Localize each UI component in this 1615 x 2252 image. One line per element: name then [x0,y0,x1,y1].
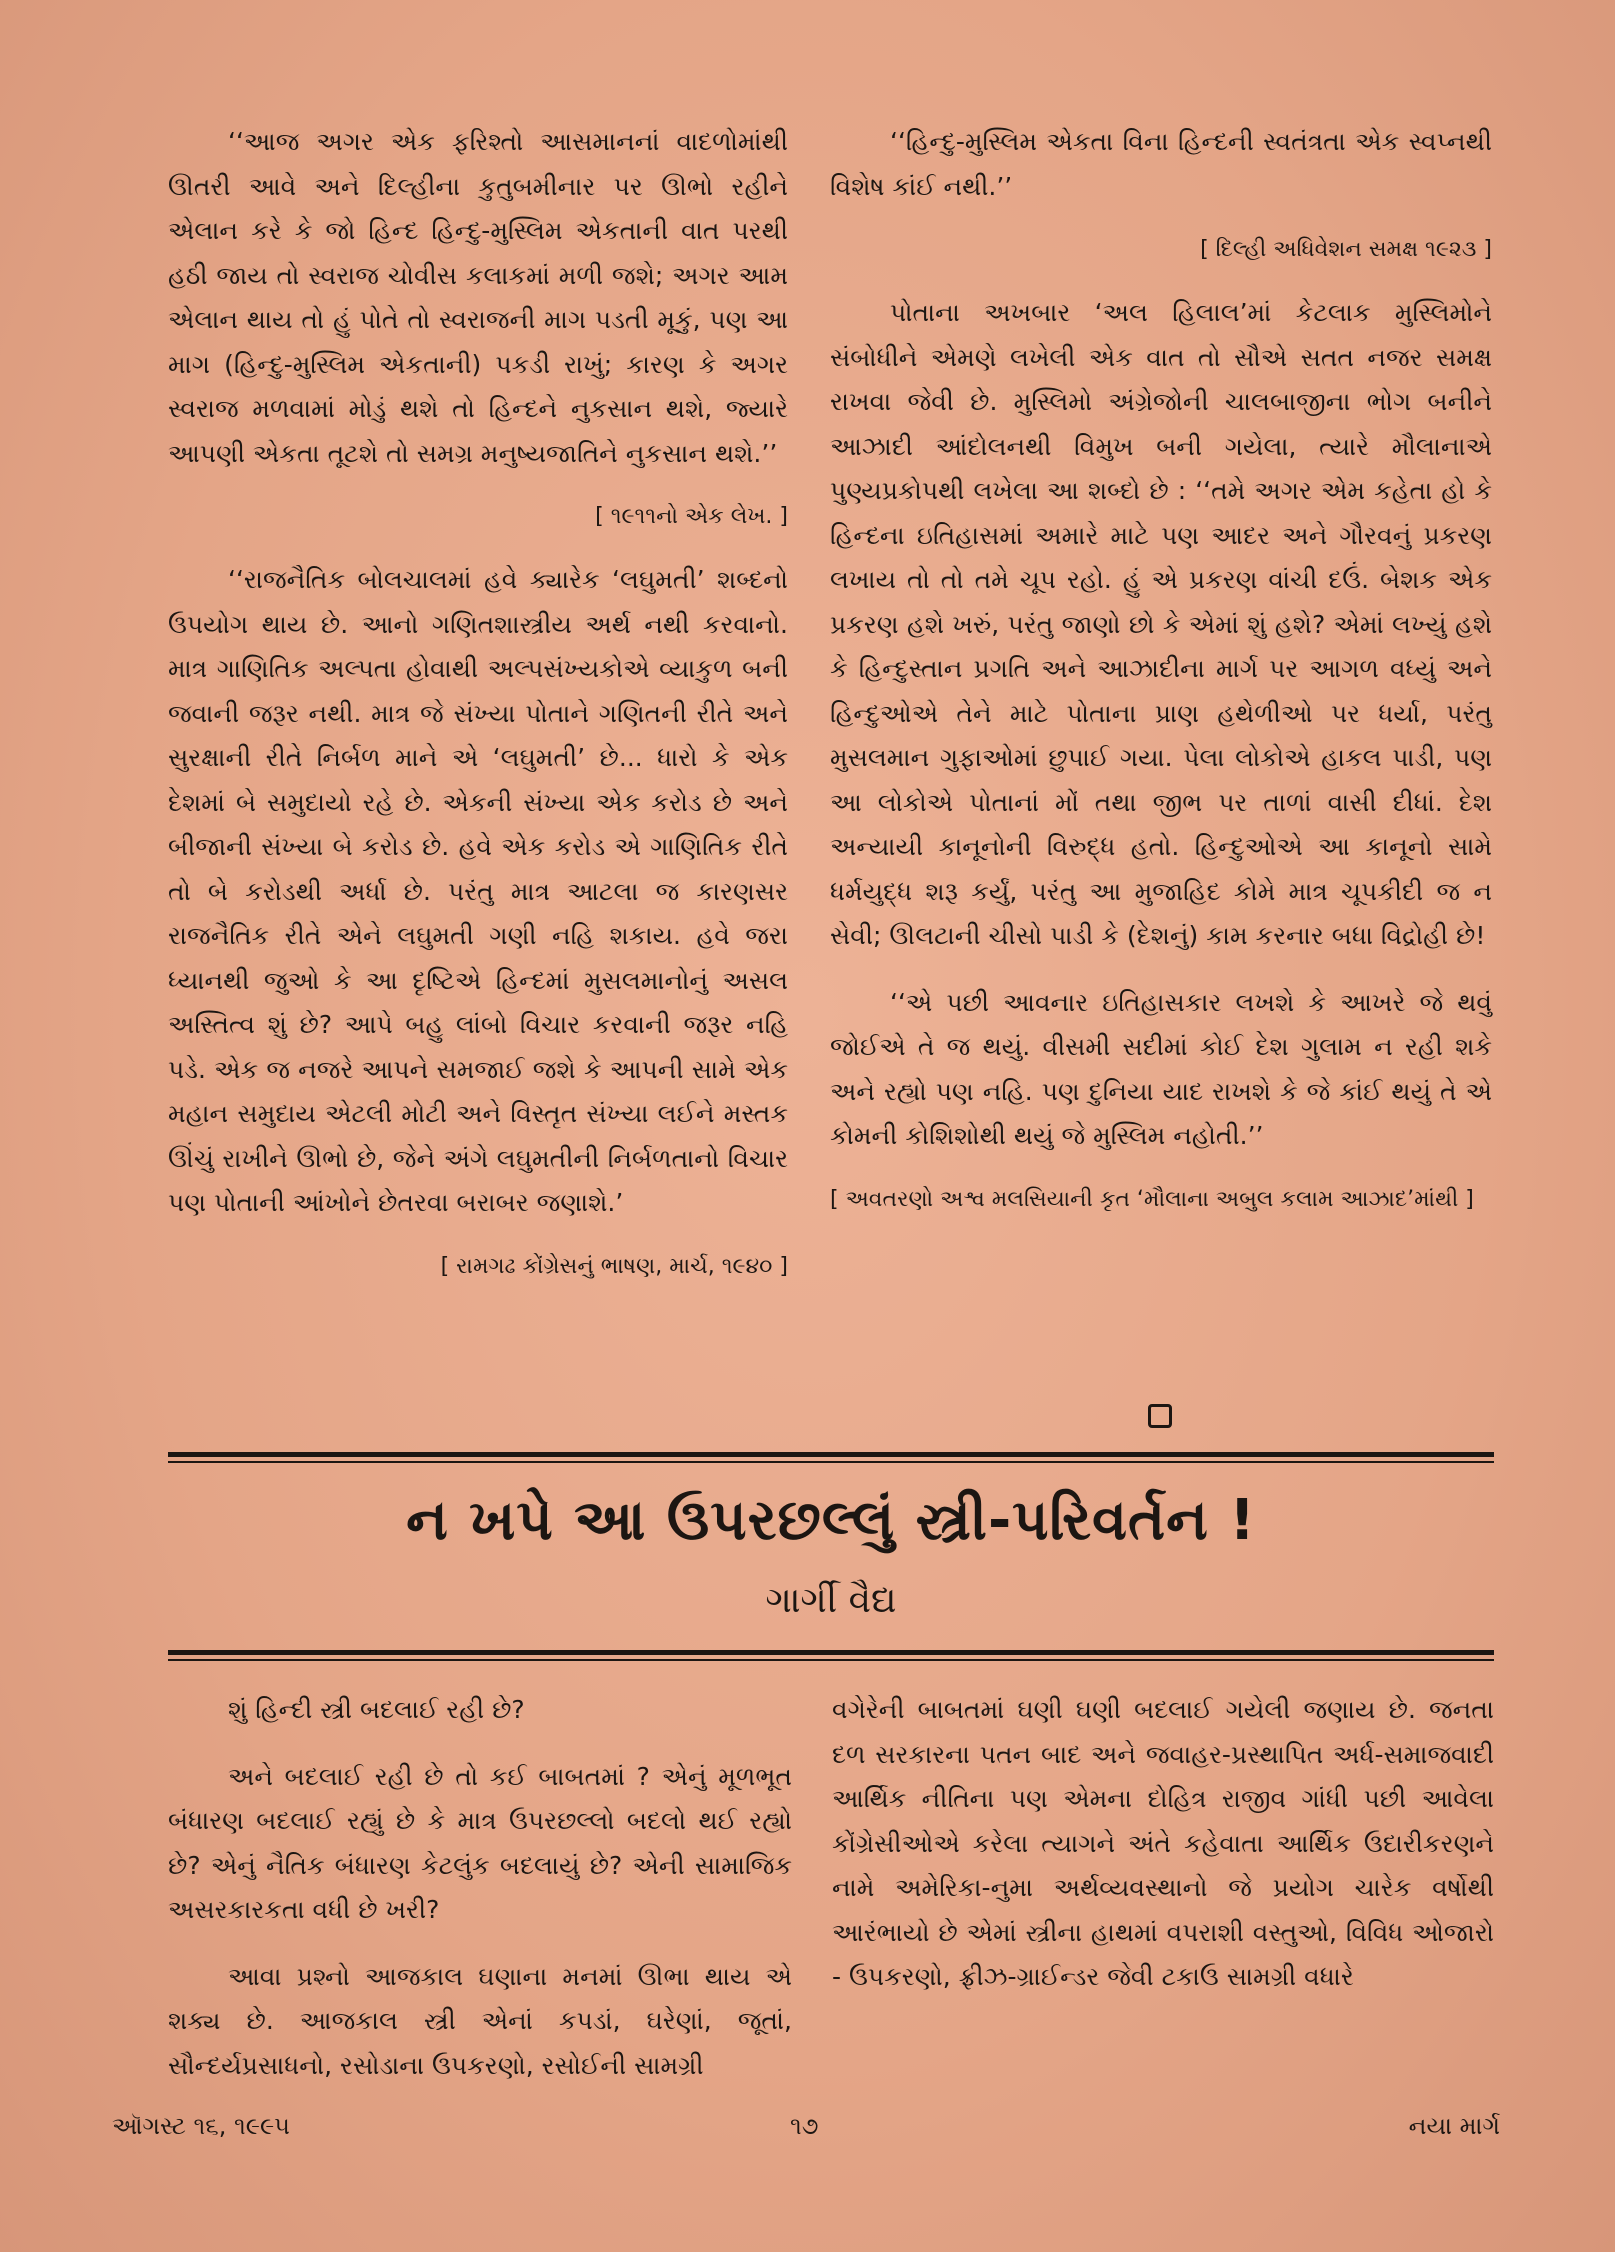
body-paragraph: પોતાના અખબાર ‘અલ હિલાલ’માં કેટલાક મુસ્લિમોને સંબોધીને એમણે લખેલી એક વાત તો સૌએ સતત નજર સમક્ષ રાખવા જેવી છે. મુસ્લિમો અંગ્રેજોની ચાલબાજીના ભોગ બનીને આઝાદી આંદોલનથી વિમુખ બની ગયેલા, ત્યારે મૌલાનાએ પુણ્યપ્રકોપથી લખેલા આ શબ્દો છે : ‘‘તમે અગર એમ કહેતા હો કે હિન્દના ઇતિહાસમાં અમારે માટે પણ આદર અને ગૌરવનું પ્રકરણ લખાય તો તો તમે ચૂપ રહો. હું એ પ્રકરણ વાંચી દઉં. બેશક એક પ્રકરણ હશે ખરું, પરંતુ જાણો છો કે એમાં શું હશે? એમાં લખ્યું હશે કે હિન્દુસ્તાન પ્રગતિ અને આઝાદીના માર્ગ પર આગળ વધ્યું અને હિન્દુઓએ તેને માટે પોતાના પ્રાણ હથેળીઓ પર ધર્યા, પરંતુ મુસલમાન ગુફાઓમાં છુપાઈ ગયા. પેલા લોકોએ હાકલ પાડી, પણ આ લોકોએ પોતાનાં મોં તથા જીભ પર તાળાં વાસી દીધાં. દેશ અન્યાયી કાનૂનોની વિરુદ્ધ હતો. હિન્દુઓએ આ કાનૂનો સામે ધર્મયુદ્ધ શરૂ કર્યું, પરંતુ આ મુજાહિદ કોમે માત્ર ચૂપકીદી જ ન સેવી; ઊલટાની ચીસો પાડી કે (દેશનું) કામ કરનાર બધા વિદ્રોહી છે! [830,298,1492,950]
body-paragraph: અને બદલાઈ રહી છે તો કઈ બાબતમાં ? એનું મૂળભૂત બંધારણ બદલાઈ રહ્યું છે કે માત્ર ઉપરછલ્લો બદલો થઈ રહ્યો છે? એનું નૈતિક બંધારણ કેટલુંક બદલાયું છે? એની સામાજિક અસરકારકતા વધી છે ખરી? [168,1761,792,1924]
quote-paragraph: ‘‘રાજનૈતિક બોલચાલમાં હવે ક્યારેક ‘લઘુમતી’ શબ્દનો ઉપયોગ થાય છે. આનો ગણિતશાસ્ત્રીય અર્થ નથી કરવાનો. માત્ર ગાણિતિક અલ્પતા હોવાથી અલ્પસંખ્યકોએ વ્યાકુળ બની જવાની જરૂર નથી. માત્ર જે સંખ્યા પોતાને ગણિતની રીતે અને સુરક્ષાની રીતે નિર્બળ માને એ ‘લઘુમતી’ છે... ધારો કે એક દેશમાં બે સમુદાયો રહે છે. એકની સંખ્યા એક કરોડ છે અને બીજાની સંખ્યા બે કરોડ છે. હવે એક કરોડ એ ગાણિતિક રીતે તો બે કરોડથી અર્ધા છે. પરંતુ માત્ર આટલા જ કારણસર રાજનૈતિક રીતે એને લઘુમતી ગણી નહિ શકાય. હવે જરા ધ્યાનથી જુઓ કે આ દૃષ્ટિએ હિન્દમાં મુસલમાનોનું અસલ અસ્તિત્વ શું છે? આપે બહુ લાંબો વિચાર કરવાની જરૂર નહિ પડે. એક જ નજરે આપને સમજાઈ જશે કે આપની સામે એક મહાન સમુદાય એટલી મોટી અને વિસ્તૃત સંખ્યા લઈને મસ્તક ઊંચું રાખીને ઊભો છે, જેને અંગે લઘુમતીની નિર્બળતાનો વિચાર પણ પોતાની આંખોને છેતરવા બરાબર જણાશે.’ [168,565,788,1217]
divider [168,1461,1494,1463]
divider [168,1659,1494,1661]
quote-paragraph: ‘‘હિન્દુ-મુસ્લિમ એકતા વિના હિન્દની સ્વતંત્રતા એક સ્વપ્નથી વિશેષ કાંઈ નથી.’’ [830,127,1492,201]
quote-paragraph: ‘‘આજ અગર એક ફરિશ્તો આસમાનનાં વાદળોમાંથી ઊતરી આવે અને દિલ્હીના કુતુબમીનાર પર ઊભો રહીને એલાન કરે કે જો હિન્દ હિન્દુ-મુસ્લિમ એકતાની વાત પરથી હઠી જાય તો સ્વરાજ ચોવીસ કલાકમાં મળી જશે; અગર આમ એલાન થાય તો હું પોતે તો સ્વરાજની માગ પડતી મૂકું, પણ આ માગ (હિન્દુ-મુસ્લિમ એકતાની) પકડી રાખું; કારણ કે અગર સ્વરાજ મળવામાં મોડું થશે તો હિન્દને નુકસાન થશે, જ્યારે આપણી એકતા તૂટશે તો સમગ્ર મનુષ્યજાતિને નુકસાન થશે.’’ [168,127,788,468]
quote-paragraph: ‘‘એ પછી આવનાર ઇતિહાસકાર લખશે કે આખરે જે થવું જોઈએ તે જ થયું. વીસમી સદીમાં કોઈ દેશ ગુલામ ન રહી શકે અને રહ્યો પણ નહિ. પણ દુનિયા યાદ રાખશે કે જે કાંઈ થયું તે એ કોમની કોશિશોથી થયું જે મુસ્લિમ નહોતી.’’ [830,987,1492,1150]
bottom-left-column [168,1688,792,2088]
page-number: ૧૭ [790,2112,819,2140]
body-paragraph: આવા પ્રશ્નો આજકાલ ઘણાના મનમાં ઊભા થાય એ શક્ય છે. આજકાલ સ્ત્રી એનાં કપડાં, ઘરેણાં, જૂતાં, સૌન્દર્યપ્રસાધનો, રસોડાના ઉપકરણો, રસોઈની સામગ્રી [168,1961,792,2080]
body-paragraph: વગેરેની બાબતમાં ઘણી ઘણી બદલાઈ ગયેલી જણાય છે. જનતા દળ સરકારના પતન બાદ અને જવાહર-પ્રસ્થાપિત અર્ધ-સમાજવાદી આર્થિક નીતિના પણ એમના દોહિત્ર રાજીવ ગાંધી પછી આવેલા કોંગ્રેસીઓએ કરેલા ત્યાગને અંતે કહેવાતા આર્થિક ઉદારીકરણને નામે અમેરિકા-નુમા અર્થવ્યવસ્થાનો જે પ્રયોગ ચારેક વર્ષોથી આરંભાયો છે એમાં સ્ત્રીના હાથમાં વપરાશી વસ્તુઓ, વિવિધ ઓજારો - ઉપકરણો, ફ્રીઝ-ગ્રાઈન્ડર જેવી ટકાઉ સામગ્રી વધારે [832,1695,1494,1991]
body-paragraph: શું હિન્દી સ્ત્રી બદલાઈ રહી છે? [228,1695,525,1724]
bottom-right-column [832,1688,1494,2000]
citation: [ રામગઢ કોંગ્રેસનું ભાષણ, માર્ચ, ૧૯૪૦ ] [440,1253,788,1279]
footer-date: ઑગસ્ટ ૧૬, ૧૯૯૫ [112,2112,290,2140]
top-right-column [830,120,1492,1219]
top-left-column [168,120,788,1286]
article-author: ગાર્ગી વૈદ્ય [765,1580,897,1621]
citation: [ ૧૯૧૧નો એક લેખ. ] [595,504,788,529]
article-title: ન ખપે આ ઉપરછલ્લું સ્ત્રી-પરિવર્તન ! [406,1488,1256,1553]
divider [168,1452,1494,1457]
citation: [ અવતરણો અશ્વ મલસિયાની કૃત ‘મૌલાના અબુલ કલામ આઝાદ’માંથી ] [830,1186,1474,1212]
magazine-name: નયા માર્ગ [1408,2112,1500,2140]
divider [168,1650,1494,1655]
end-of-article-mark [1148,1404,1172,1428]
citation: [ દિલ્હી અધિવેશન સમક્ષ ૧૯૨૩ ] [1200,237,1492,262]
